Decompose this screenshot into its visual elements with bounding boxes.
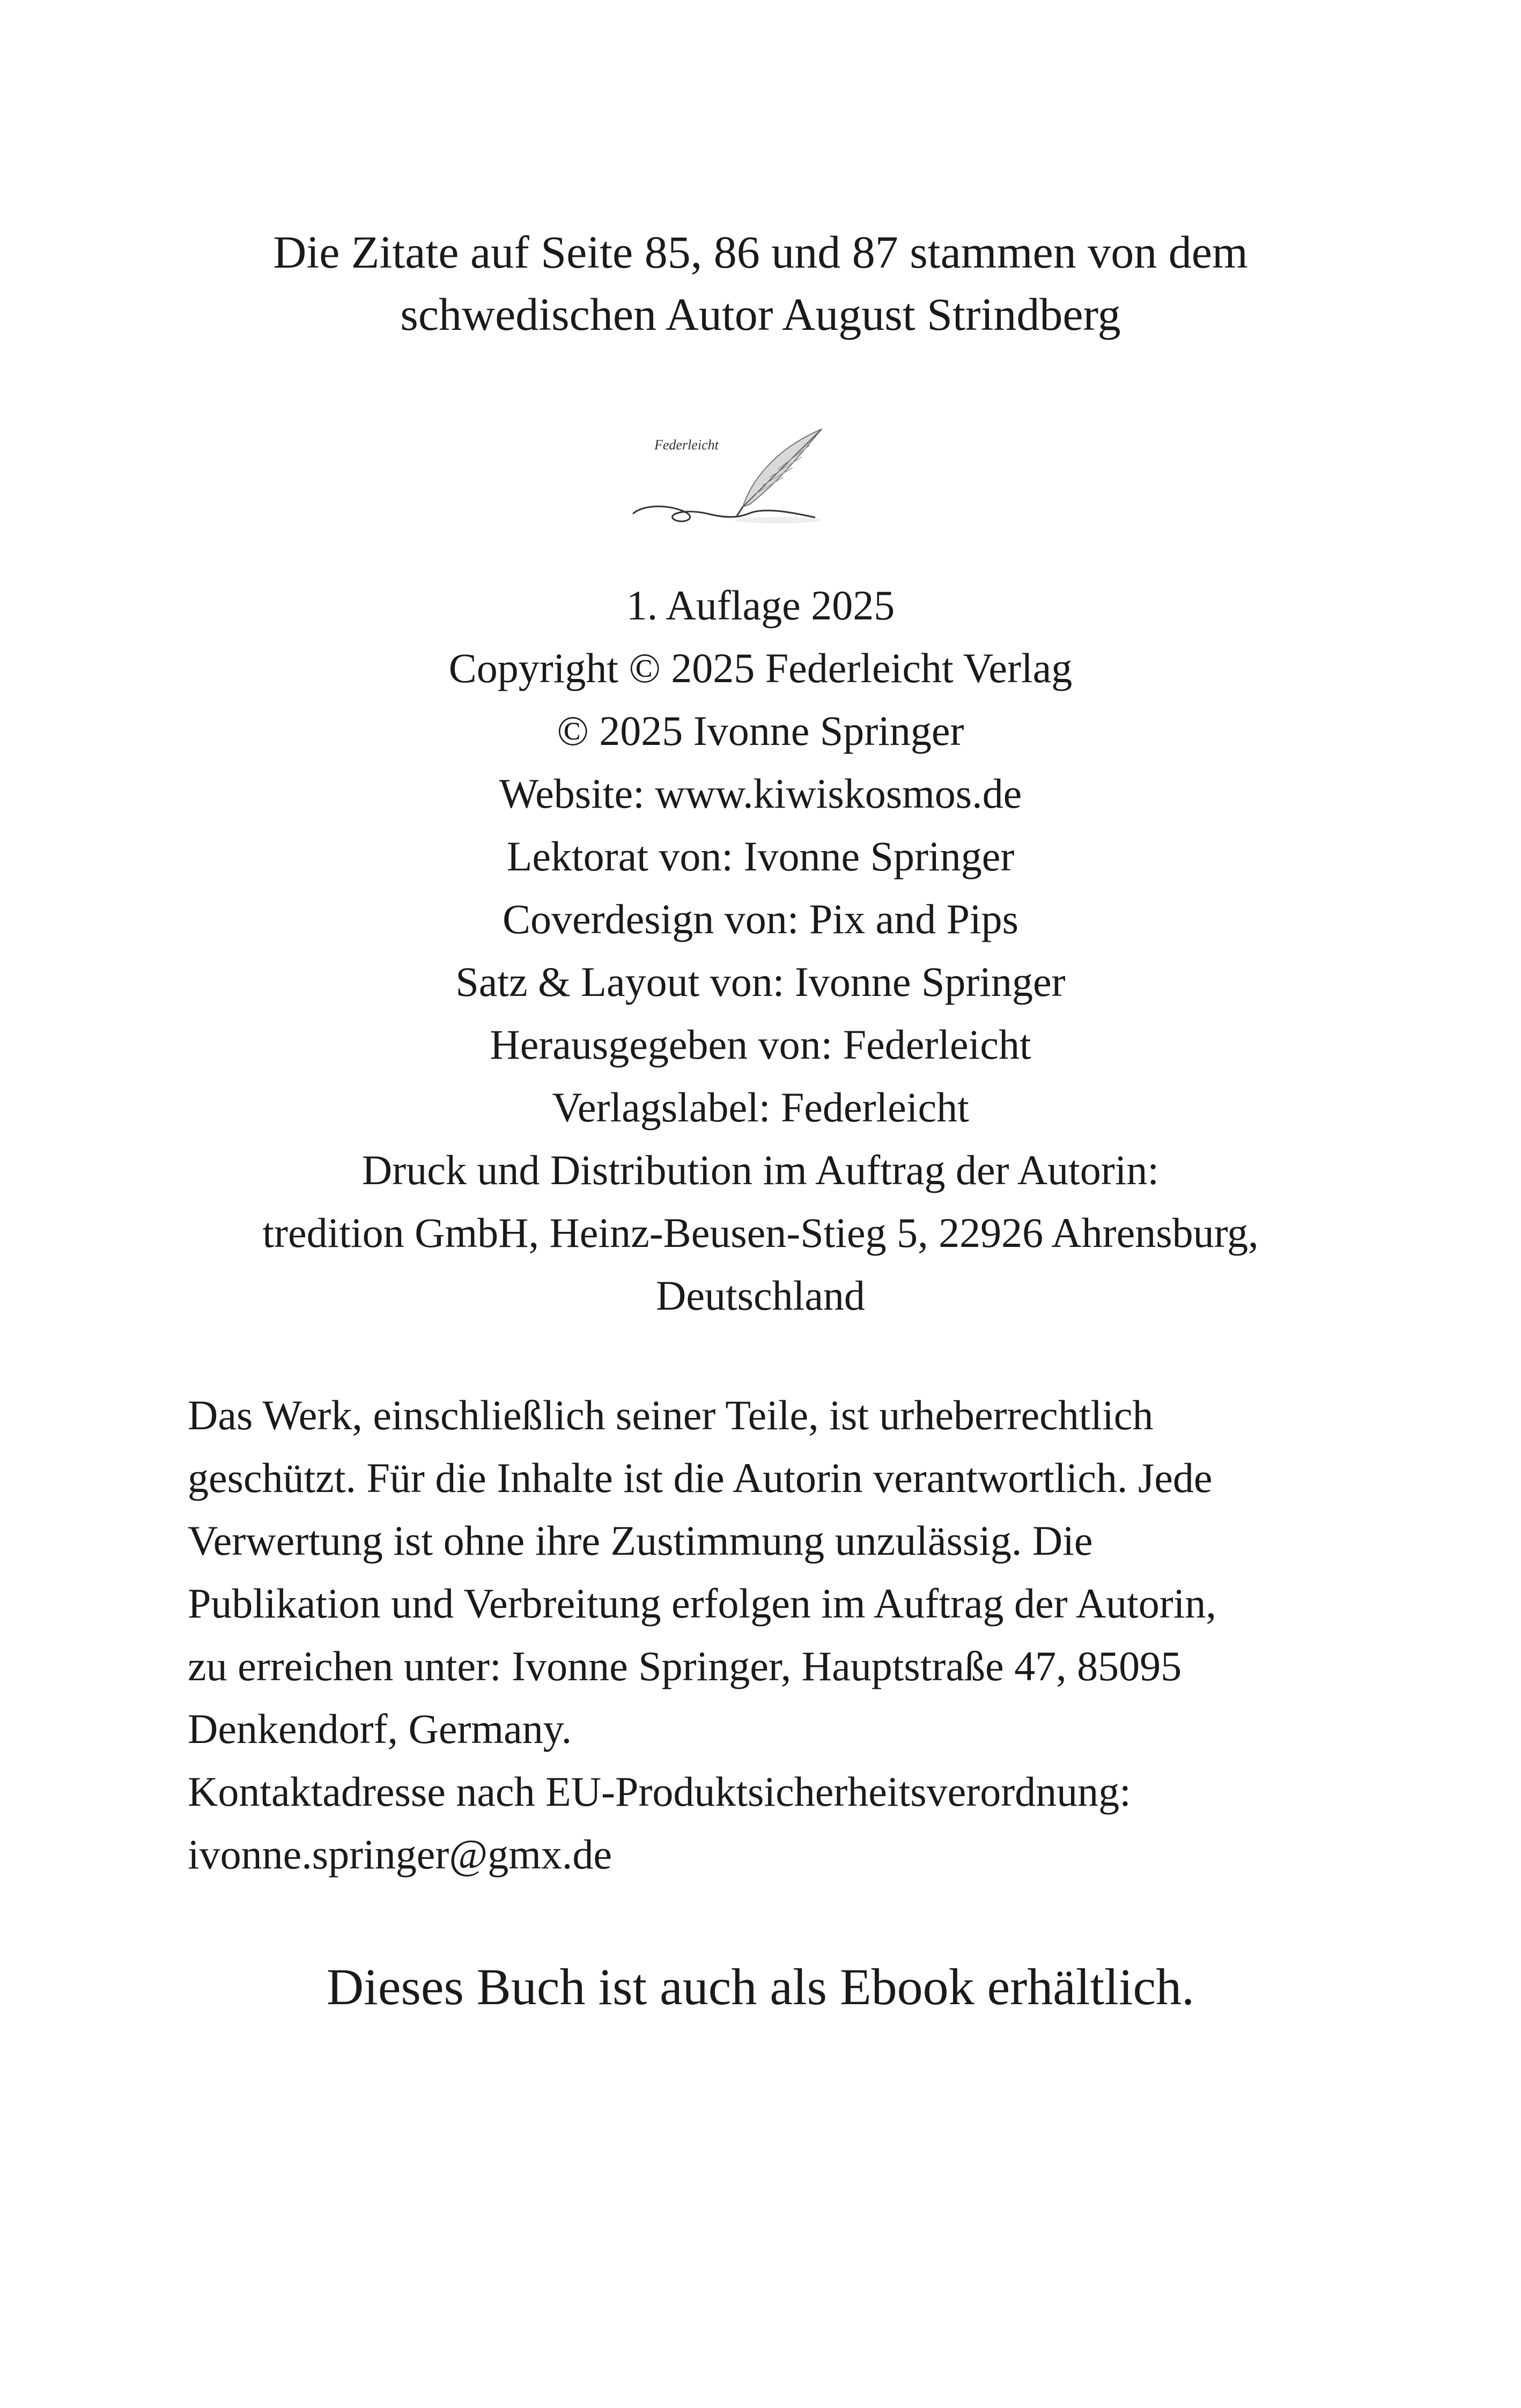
- feather-quill-icon: [737, 429, 822, 516]
- quote-attribution: [0, 221, 1521, 345]
- imprint-line: Deutschland: [656, 1272, 865, 1319]
- logo-wordmark: Federleicht: [654, 437, 719, 453]
- imprint-line: Druck und Distribution im Auftrag der Autorin:: [361, 1147, 1160, 1193]
- imprint-line: Verlagslabel: Federleicht: [552, 1084, 969, 1131]
- legal-line: Verwertung ist ohne ihre Zustimmung unzulässig. Die: [188, 1517, 1093, 1564]
- ebook-notice: Dieses Buch ist auch als Ebook erhältlich.: [326, 1958, 1195, 2015]
- imprint-line: Coverdesign von: Pix and Pips: [502, 896, 1018, 942]
- quote-attribution-line-2: schwedischen Autor August Strindberg: [400, 289, 1121, 340]
- imprint-line: Satz & Layout von: Ivonne Springer: [455, 958, 1066, 1005]
- contact-email: ivonne.springer@gmx.de: [188, 1831, 612, 1878]
- legal-line: Kontaktadresse nach EU-Produktsicherheitsverordnung:: [188, 1768, 1131, 1815]
- legal-line: Denkendorf, Germany.: [188, 1705, 572, 1752]
- quote-attribution-line-1: Die Zitate auf Seite 85, 86 und 87 stammen von dem: [273, 226, 1248, 278]
- imprint-line: © 2025 Ivonne Springer: [557, 707, 964, 754]
- legal-notice: [188, 1384, 1346, 1886]
- legal-line: Das Werk, einschließlich seiner Teile, ist urheberrechtlich: [188, 1392, 1154, 1438]
- imprint-line: tredition GmbH, Heinz-Beusen-Stieg 5, 22926 Ahrensburg,: [262, 1209, 1259, 1256]
- publisher-logo: [622, 418, 837, 536]
- imprint-line: 1. Auflage 2025: [626, 582, 895, 629]
- legal-line: Publikation und Verbreitung erfolgen im Auftrag der Autorin,: [188, 1580, 1216, 1627]
- imprint-line: Website: www.kiwiskosmos.de: [499, 770, 1022, 817]
- imprint-line: Copyright © 2025 Federleicht Verlag: [448, 645, 1073, 691]
- legal-line: geschützt. Für die Inhalte ist die Autorin verantwortlich. Jede: [188, 1454, 1213, 1501]
- legal-line: zu erreichen unter: Ivonne Springer, Hauptstraße 47, 85095: [188, 1643, 1182, 1689]
- imprint-line: Herausgegeben von: Federleicht: [490, 1021, 1031, 1068]
- imprint-line: Lektorat von: Ivonne Springer: [506, 833, 1015, 880]
- imprint-block: [0, 574, 1521, 1327]
